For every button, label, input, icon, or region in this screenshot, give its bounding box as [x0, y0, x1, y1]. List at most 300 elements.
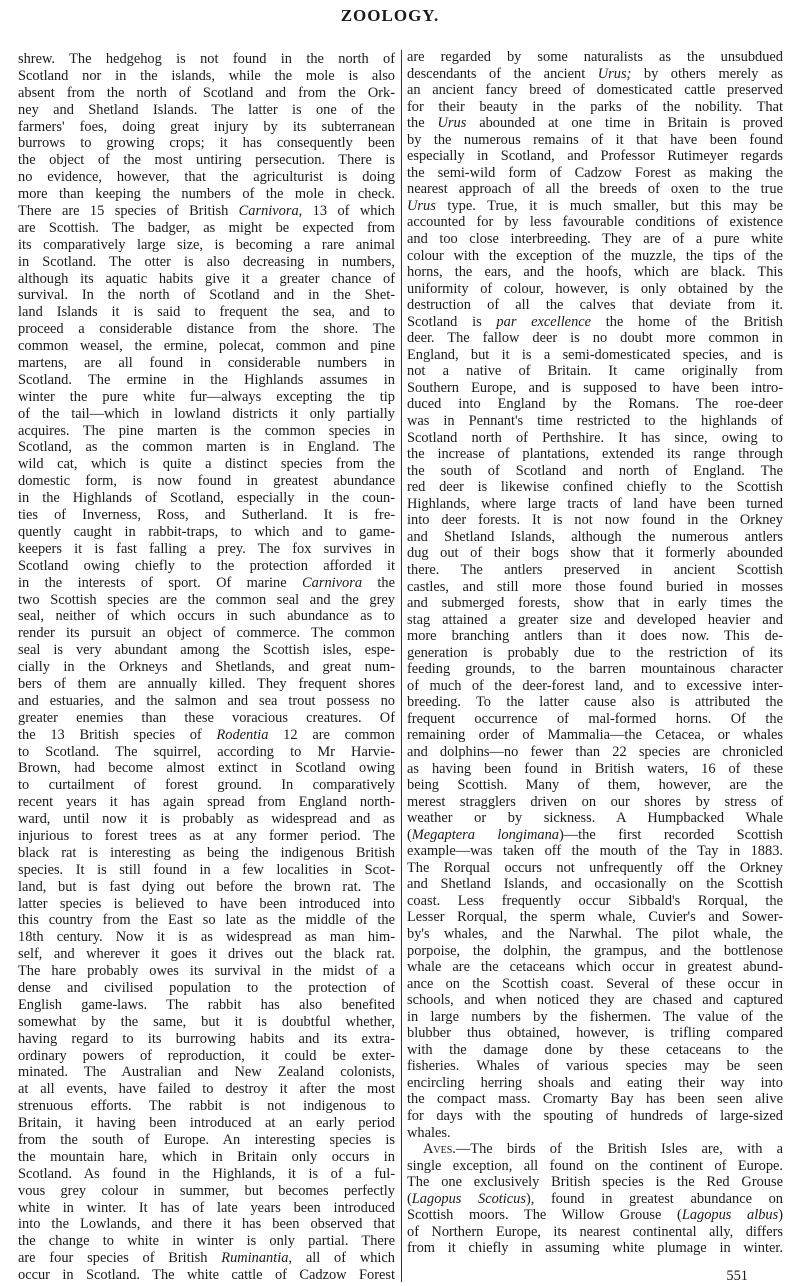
text-line — [407, 347, 783, 364]
paragraph — [18, 51, 395, 1284]
text-run: burrows to growing crops; it has consequently been — [18, 135, 395, 152]
text-run: to curtailment of forest ground. In comparatively — [18, 777, 395, 794]
text-run: Scotland is — [407, 313, 497, 330]
text-line — [18, 642, 395, 659]
text-run: absent from the north of Scotland and from the Ork- — [18, 84, 395, 101]
text-line — [18, 220, 395, 237]
italic-term: par excellence — [496, 313, 592, 330]
paragraph — [407, 49, 783, 1141]
text-run: the compact mass. Cromarty Bay has been seen alive — [407, 1091, 783, 1108]
text-run: from it chiefly in assuming white plumage in winter. — [407, 1240, 783, 1257]
text-line — [407, 1224, 783, 1241]
text-run: recent years it has again spread from England north- — [18, 794, 395, 811]
text-line — [18, 456, 395, 473]
text-run: generation is probably due to the restriction of its — [407, 644, 783, 661]
text-line — [407, 1025, 783, 1042]
text-run: by others merely as — [631, 65, 783, 82]
text-line — [18, 51, 395, 68]
text-run: by the numerous remains of it that have been found — [407, 131, 783, 148]
text-run: Lesser Rorqual, the sperm whale, Cuvier's and Sower- — [407, 909, 783, 926]
text-run: 18th century. Now it is as widespread as man him- — [18, 929, 395, 946]
text-run: with the damage done by these cetaceans to the — [407, 1041, 783, 1058]
text-line — [407, 165, 783, 182]
text-line — [18, 625, 395, 642]
text-line — [18, 1149, 395, 1166]
text-run: into the Lowlands, and there it has been observed that — [18, 1216, 395, 1233]
text-line — [407, 827, 783, 844]
text-run: the semi-wild form of Cadzow Forest as making the — [407, 164, 783, 181]
text-run: winter the pure white fur—always excepting the tip — [18, 388, 395, 405]
text-line — [18, 490, 395, 507]
italic-term: Urus — [407, 197, 436, 214]
text-line — [18, 879, 395, 896]
column-divider — [401, 50, 402, 1282]
text-line — [18, 1031, 395, 1048]
text-run: the change to white in winter is only partial. There — [18, 1233, 395, 1250]
text-line — [407, 66, 783, 83]
text-run: of much of the deer-forest land, and to excessive inter- — [407, 677, 783, 694]
text-line — [18, 507, 395, 524]
text-run: ordinary powers of reproduction, it could be exter- — [18, 1047, 395, 1064]
text-line — [407, 512, 783, 529]
text-line — [18, 828, 395, 845]
text-run: type. True, it is much smaller, but this may be — [435, 197, 783, 214]
text-run: minated. The Australian and New Zealand colonists, — [18, 1064, 395, 1081]
text-line — [18, 1014, 395, 1031]
paragraph — [407, 1141, 783, 1257]
right-column — [407, 49, 783, 1257]
text-run: the mountain hare, which in Britain only occurs in — [18, 1148, 395, 1165]
text-line — [18, 659, 395, 676]
text-line — [18, 254, 395, 271]
text-line — [407, 727, 783, 744]
text-run: the — [407, 115, 438, 132]
text-line — [18, 794, 395, 811]
text-run: coast. Less frequently occur Sibbald's Rorqual, the — [407, 892, 783, 909]
text-run: render its pursuit an object of commerce. The common — [18, 625, 395, 642]
text-line — [18, 1250, 395, 1267]
text-line — [407, 1141, 783, 1158]
text-line — [18, 389, 395, 406]
text-line — [407, 645, 783, 662]
text-run: being Scottish. Many of them, however, are the — [407, 777, 783, 794]
text-run: duced into England by the Romans. The roe-deer — [407, 396, 783, 413]
text-line — [407, 1240, 783, 1257]
text-line — [18, 912, 395, 929]
text-run: abounded at one time in Britain is proved — [466, 115, 783, 132]
text-run: blubber thus obtained, however, is trifling compared — [407, 1025, 783, 1042]
text-run: , 13 of which — [298, 203, 395, 220]
italic-term: Rodentia — [216, 726, 269, 743]
text-line — [407, 1158, 783, 1175]
text-line — [18, 693, 395, 710]
running-head: ZOOLOGY. — [340, 6, 440, 25]
text-run: Highlands, where large tracts of land have been turned — [407, 495, 783, 512]
text-run: proceed a considerable distance from the shore. The — [18, 321, 395, 338]
text-line — [18, 997, 395, 1014]
text-line — [407, 711, 783, 728]
text-line — [18, 744, 395, 761]
italic-term: Urus; — [597, 65, 632, 82]
text-run: 12 are common — [268, 726, 395, 743]
page-number: 551 — [726, 1268, 748, 1284]
text-run: as having been found in British waters, 16 of these — [407, 760, 783, 777]
text-line — [407, 959, 783, 976]
text-line — [18, 304, 395, 321]
text-run: are four species of British — [18, 1250, 222, 1267]
text-run: the south of Scotland and north of England. The — [407, 462, 783, 479]
text-line — [18, 1115, 395, 1132]
text-line — [18, 963, 395, 980]
text-line — [407, 314, 783, 331]
text-run: wild cat, which is quite a distinct species from the — [18, 456, 395, 473]
text-line — [407, 612, 783, 629]
text-run: especially in Scotland, and Professor Rutimeyer regards — [407, 148, 783, 165]
text-run: for their beauty in the parks of the nobility. That — [407, 98, 783, 115]
text-run: Scotland north of Perthshire. It has since, owing to — [407, 429, 783, 446]
text-line — [18, 777, 395, 794]
text-run: for days with the spouting of hundreds of large-sized — [407, 1108, 783, 1124]
text-line — [18, 575, 395, 592]
text-line — [407, 843, 783, 860]
text-line — [407, 446, 783, 463]
text-run: latter species is believed to have been introduced into — [18, 895, 395, 912]
text-run: the 13 British species of — [18, 726, 217, 743]
text-line — [18, 338, 395, 355]
text-line — [407, 363, 783, 380]
text-run: whales. — [407, 1124, 451, 1141]
text-line — [18, 1216, 395, 1233]
text-line — [18, 946, 395, 963]
text-run: )—the first recorded Scottish — [558, 826, 783, 843]
text-run: and too close interbreeding. They are of a pure white — [407, 231, 783, 248]
text-line — [18, 608, 395, 625]
text-run: injurious to forest trees as at any former period. The — [18, 827, 395, 844]
text-line — [407, 248, 783, 265]
text-run: The hare probably owes its survival in the midst of a — [18, 963, 395, 980]
text-run: in the interests of sport. Of marine — [18, 574, 303, 591]
text-run: farmers' foes, doing great injury by its subterranean — [18, 118, 395, 135]
text-line — [18, 1233, 395, 1250]
text-line — [18, 1098, 395, 1115]
text-run: red deer is likewise confined chiefly to the Scottish — [407, 479, 783, 496]
text-run: , all of which — [288, 1250, 395, 1267]
text-line — [407, 148, 783, 165]
text-run: Scotland nor in the islands, while the mole is also — [18, 67, 395, 84]
text-line — [18, 68, 395, 85]
text-run: more branching antlers than it does now. This de- — [407, 628, 783, 645]
text-line — [407, 380, 783, 397]
text-run: in large numbers by the fishermen. The value of the — [407, 1008, 783, 1025]
text-run: two Scottish species are the common seal and the grey — [18, 591, 395, 608]
text-line — [407, 1009, 783, 1026]
text-line — [18, 862, 395, 879]
text-run: fisheries. Whales of various species may be seen — [407, 1058, 783, 1075]
text-line — [18, 169, 395, 186]
text-line — [18, 85, 395, 102]
text-run: ney and Shetland Islands. The latter is one of the — [18, 101, 395, 118]
text-line — [407, 694, 783, 711]
text-run: the home of the British — [591, 313, 783, 330]
text-run: at all events, have failed to destroy it after the most — [18, 1081, 395, 1098]
italic-term: Carnivora — [302, 574, 363, 591]
text-line — [18, 1048, 395, 1065]
italic-term: Ruminantia — [221, 1250, 289, 1267]
text-line — [18, 1081, 395, 1098]
text-run: Scotland. As found in the Highlands, it is of a ful- — [18, 1165, 395, 1182]
text-run: species. It is still found in a few localities in Scot- — [18, 861, 395, 878]
text-run: uniformity of colour, however, is only obtained by the — [407, 280, 783, 297]
text-line — [407, 794, 783, 811]
text-run: cially in the Orkneys and Shetlands, and great num- — [18, 659, 395, 676]
text-line — [18, 203, 395, 220]
text-line — [18, 406, 395, 423]
text-run: in the Highlands of Scotland, especially in the coun- — [18, 490, 395, 507]
text-run: and submerged forests, show that in early times the — [407, 595, 783, 612]
text-run: ance on the Scottish coast. Several of these occur in — [407, 975, 783, 992]
text-line — [407, 909, 783, 926]
text-line — [407, 132, 783, 149]
text-line — [407, 876, 783, 893]
text-run: castles, and still more those found buried in mosses — [407, 578, 783, 595]
text-line — [18, 1200, 395, 1217]
text-line — [18, 845, 395, 862]
text-run: ( — [407, 1190, 412, 1207]
text-line — [407, 82, 783, 99]
text-line — [407, 529, 783, 546]
text-line — [18, 760, 395, 777]
text-run: greater enemies than these voracious creatures. Of — [18, 709, 395, 726]
text-run: Britain, it having been introduced at an early period — [18, 1115, 395, 1132]
text-run: remaining order of Mammalia—the Cetacea, or whales — [407, 727, 783, 744]
text-line — [407, 1091, 783, 1108]
text-run: single exception, all found on the continent of Europe. — [407, 1157, 783, 1174]
text-line — [407, 463, 783, 480]
text-run: ties of Inverness, Ross, and Sutherland. It is fre- — [18, 507, 395, 524]
text-run: seal is very abundant among the Scottish isles, espe- — [18, 642, 395, 659]
text-run: dense and civilised population to the protection of — [18, 979, 395, 996]
italic-term: Lagopus albus — [681, 1207, 779, 1224]
text-line — [407, 297, 783, 314]
text-line — [407, 198, 783, 215]
text-run: the — [362, 574, 395, 591]
text-line — [407, 181, 783, 198]
text-run: keepers it is fast falling a prey. The fox survives in — [18, 540, 395, 557]
text-line — [407, 413, 783, 430]
text-line — [18, 102, 395, 119]
text-line — [407, 579, 783, 596]
text-line — [407, 1058, 783, 1075]
text-line — [407, 330, 783, 347]
text-run: weather or by sickness. A Humpbacked Whale — [407, 810, 783, 827]
text-line — [18, 152, 395, 169]
text-line — [407, 214, 783, 231]
text-line — [407, 628, 783, 645]
text-run: self, and wherever it goes it drives out the black rat. — [18, 946, 395, 963]
text-run: not a native of Britain. It came originally from — [407, 363, 783, 380]
text-run: example—was taken off the mouth of the Tay in 1883. — [407, 843, 783, 860]
text-line — [407, 744, 783, 761]
text-run: there. The antlers preserved in ancient Scottish — [407, 561, 783, 578]
text-line — [18, 1166, 395, 1183]
text-run: deer. The fallow deer is no doubt more common in — [407, 330, 783, 347]
text-line — [18, 541, 395, 558]
italic-term: Urus — [437, 115, 467, 132]
text-run: feeding grounds, to the barren mountainous character — [407, 661, 783, 678]
text-run: nearest approach of all the breeds of oxen to the true — [407, 181, 783, 198]
text-run: The Rorqual occurs not unfrequently off the Orkney — [407, 859, 783, 876]
text-run: dug out of their bogs show that it formerly abounded — [407, 545, 783, 562]
text-line — [407, 992, 783, 1009]
text-run: accounted for by less favourable conditions of existence — [407, 214, 783, 231]
text-line — [18, 439, 395, 456]
text-line — [407, 496, 783, 513]
text-line — [18, 1064, 395, 1081]
text-run: Brown, had become almost extinct in Scotland owing — [18, 760, 395, 777]
section-lead: Aves — [423, 1141, 453, 1158]
text-line — [18, 592, 395, 609]
text-run: occur in Scotland. The white cattle of Cadzow Forest — [18, 1267, 395, 1284]
text-run: ), found in greatest abundance on — [525, 1190, 783, 1207]
text-run: seal, neither of which occurs in such abundance as to — [18, 608, 395, 625]
text-line — [18, 1183, 395, 1200]
text-run: schools, and when noticed they are chased and captured — [407, 992, 783, 1009]
text-run: Southern Europe, and is supposed to have been intro- — [407, 379, 783, 396]
italic-term: Carnivora — [238, 203, 299, 220]
text-run: stag attained a greater size and developed heavier and — [407, 611, 783, 628]
text-run: an ancient fancy breed of domesticated cattle preserved — [407, 82, 783, 99]
text-line — [18, 524, 395, 541]
text-run: Scotland owing chiefly to the protection afforded it — [18, 557, 395, 574]
text-line — [18, 237, 395, 254]
text-line — [407, 810, 783, 827]
text-line — [407, 661, 783, 678]
text-line — [407, 926, 783, 943]
text-run: Scotland. The ermine in the Highlands assumes in — [18, 371, 395, 388]
text-run: ( — [407, 826, 412, 843]
text-line — [18, 896, 395, 913]
text-line — [407, 1207, 783, 1224]
text-line — [18, 287, 395, 304]
text-run: no evidence, however, that the agriculturist is doing — [18, 169, 395, 186]
text-run: martens, are all found in considerable numbers in — [18, 355, 395, 372]
text-line — [18, 676, 395, 693]
text-line — [407, 430, 783, 447]
text-run: strenuous efforts. The rabbit is not indigenous to — [18, 1098, 395, 1115]
text-run: and Shetland Islands, and occasionally on the Scottish — [407, 876, 783, 893]
text-run: breeding. To the latter cause also is attributed the — [407, 694, 783, 711]
text-run: bers of them are annually killed. They frequent shores — [18, 675, 395, 692]
text-run: black rat is interesting as being the indigenous British — [18, 844, 395, 861]
text-line — [18, 727, 395, 744]
text-run: England, but it is a semi-domesticated species, and is — [407, 346, 783, 363]
text-run: the object of the most untiring persecution. There is — [18, 152, 395, 169]
text-run: although its aquatic habits give it a greater chance of — [18, 270, 395, 287]
text-line — [407, 1075, 783, 1092]
text-line — [407, 115, 783, 132]
text-run: frequent occurrence of mal-formed horns. Of the — [407, 710, 783, 727]
text-line — [18, 186, 395, 203]
text-run: land, but is fast dying out before the brown rat. The — [18, 878, 395, 895]
text-run: The one exclusively British species is the Red Grouse — [407, 1174, 783, 1191]
text-run: horns, the ears, and the hoofs, which are black. This — [407, 264, 783, 281]
text-run: descendants of the ancient — [407, 65, 598, 82]
text-run: more than keeping the numbers of the mole in check. — [18, 186, 395, 203]
text-run: was in Pennant's time restricted to the highlands of — [407, 413, 783, 430]
text-run: .—The birds of the British Isles are, with a — [452, 1141, 783, 1158]
text-line — [18, 355, 395, 372]
text-line — [407, 562, 783, 579]
text-run: the increase of plantations, extended its range through — [407, 446, 783, 463]
text-run: its comparatively large size, is becoming a rare animal — [18, 236, 395, 253]
text-line — [18, 1267, 395, 1284]
text-line — [18, 1132, 395, 1149]
text-line — [407, 860, 783, 877]
text-run: somewhat by the same, but it is doubtful whether, — [18, 1013, 395, 1030]
text-run: this country from the East so late as the middle of the — [18, 912, 395, 929]
text-run: survival. In the north of Scotland and in the Shet- — [18, 287, 395, 304]
text-line — [407, 231, 783, 248]
text-run: from the south of Europe. An interesting species is — [18, 1132, 395, 1148]
text-line — [407, 777, 783, 794]
text-run: are regarded by some naturalists as the unsubdued — [407, 49, 783, 65]
text-line — [18, 423, 395, 440]
text-line — [407, 281, 783, 298]
text-run: having regard to its burrowing habits and its extra- — [18, 1030, 395, 1047]
text-run: and dolphins—no fewer than 22 species are chronicled — [407, 743, 783, 760]
text-line — [18, 271, 395, 288]
text-run: of Northern Europe, its nearest continental ally, differs — [407, 1223, 783, 1240]
text-run: by's whales, and the Narwhal. The pilot whale, the — [407, 925, 783, 942]
text-run: destruction of all the calves that deviate from it. — [407, 297, 783, 314]
text-run: land Islands it is said to frequent the sea, and to — [18, 304, 395, 321]
text-run: common weasel, the ermine, polecat, common and pine — [18, 338, 395, 355]
text-run: of the tail—which in lowland districts it only partially — [18, 405, 395, 422]
text-run: to Scotland. The squirrel, according to Mr Harvie- — [18, 743, 395, 760]
text-line — [18, 119, 395, 136]
text-run: and Shetland Islands, although the numerous antlers — [407, 528, 783, 545]
text-line — [18, 558, 395, 575]
text-line — [407, 1191, 783, 1208]
text-run: Scotland, as the common marten is in England. The — [18, 439, 395, 456]
text-line — [407, 761, 783, 778]
text-run: vous grey colour in summer, but becomes perfectly — [18, 1182, 395, 1199]
text-run: encircling herring shoals and eating their way into — [407, 1074, 783, 1091]
text-line — [407, 943, 783, 960]
text-line — [407, 264, 783, 281]
text-line — [407, 1174, 783, 1191]
text-run: colour with the exception of the muzzle, the tips of the — [407, 247, 783, 264]
text-run: whale are the cetaceans which occur in greatest abund- — [407, 959, 783, 976]
text-line — [18, 929, 395, 946]
text-line — [407, 1042, 783, 1059]
text-run: in Scotland. The otter is also decreasing in numbers, — [18, 253, 395, 270]
text-run: shrew. The hedgehog is not found in the north of — [18, 51, 395, 67]
text-run: acquires. The pine marten is the common species in — [18, 422, 395, 439]
text-line — [407, 1125, 783, 1142]
text-line — [407, 396, 783, 413]
text-line — [407, 545, 783, 562]
text-run: white in winter. It has of late years been introduced — [18, 1199, 395, 1216]
text-line — [407, 678, 783, 695]
left-column — [18, 51, 395, 1284]
text-line — [407, 479, 783, 496]
text-line — [18, 473, 395, 490]
text-line — [407, 893, 783, 910]
text-run: and estuaries, and the salmon and sea trout possess no — [18, 692, 395, 709]
text-run: into deer forests. It is not now found in the Orkney — [407, 512, 783, 529]
text-line — [18, 135, 395, 152]
